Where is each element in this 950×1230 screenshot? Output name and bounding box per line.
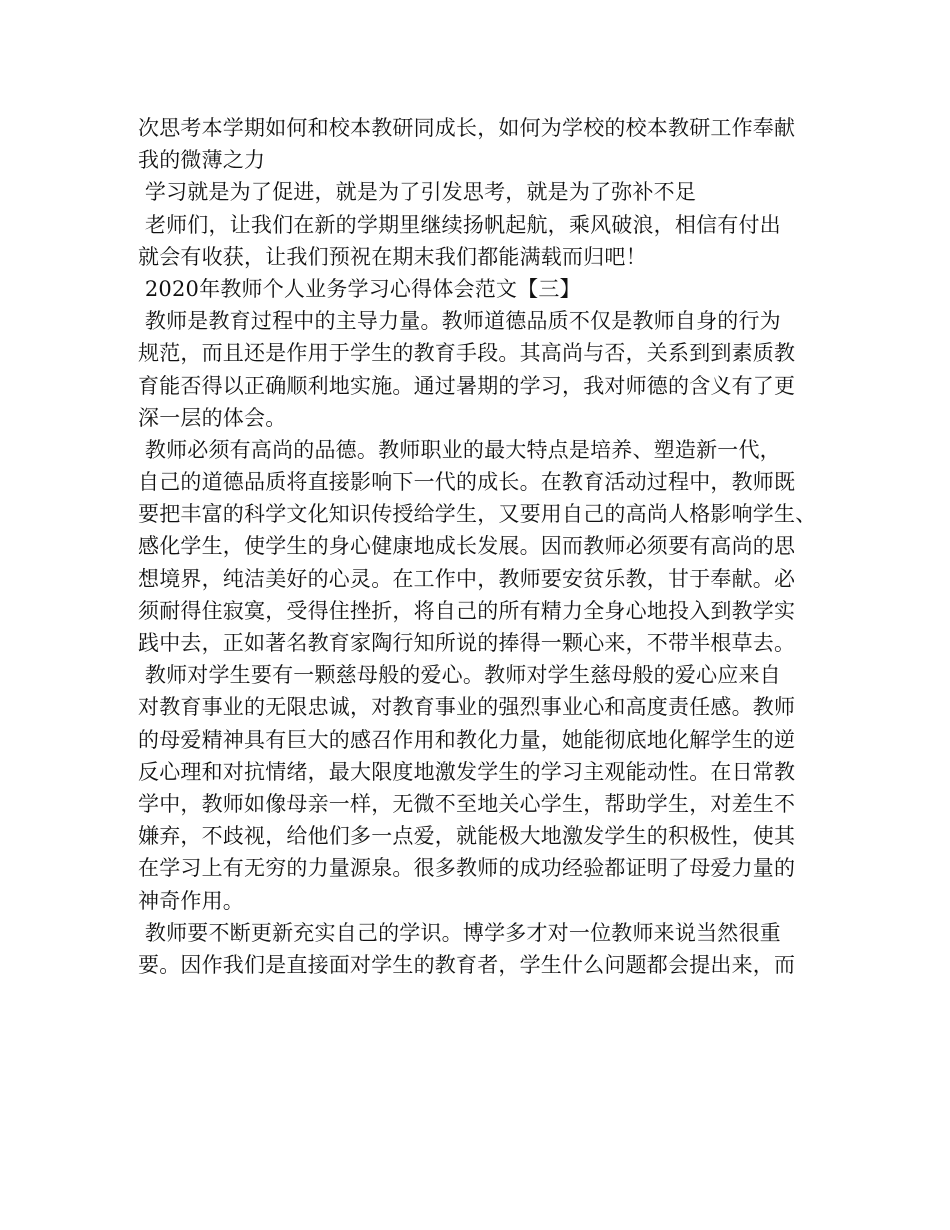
text-line: 嫌弃，不歧视，给他们多一点爱，就能极大地激发学生的积极性，使其 [138,824,796,849]
text-line: 教师要不断更新充实自己的学识。博学多才对一位教师来说当然很重 [138,920,781,945]
text-line: 教师必须有高尚的品德。教师职业的最大特点是培养、塑造新一代， [138,437,781,462]
text-line: 教师是教育过程中的主导力量。教师道德品质不仅是教师自身的行为 [138,309,781,334]
text-line: 老师们，让我们在新的学期里继续扬帆起航，乘风破浪，相信有付出 [138,212,781,237]
text-line: 次思考本学期如何和校本教研同成长，如何为学校的校本教研工作奉献 [138,116,796,140]
text-line: 就会有收获，让我们预祝在期末我们都能满载而归吧！ [138,244,647,269]
text-line: 感化学生，使学生的身心健康地成长发展。因而教师必须要有高尚的思 [138,534,796,559]
text-line: 教师对学生要有一颗慈母般的爱心。教师对学生慈母般的爱心应来自 [138,663,781,688]
text-line: 对教育事业的无限忠诚，对教育事业的强烈事业心和高度责任感。教师 [138,695,796,720]
text-line: 在学习上有无穷的力量源泉。很多教师的成功经验都证明了母爱力量的 [138,856,796,881]
text-line: 反心理和对抗情绪，最大限度地激发学生的学习主观能动性。在日常教 [138,759,796,784]
section-heading: 2020年教师个人业务学习心得体会范文【三】 [138,276,581,301]
text-line: 要。因作我们是直接面对学生的教育者，学生什么问题都会提出来，而 [138,952,796,977]
text-line: 学中，教师如像母亲一样，无微不至地关心学生，帮助学生，对差生不 [138,791,796,816]
text-line: 育能否得以正确顺利地实施。通过暑期的学习，我对师德的含义有了更 [138,373,796,398]
text-line: 的母爱精神具有巨大的感召作用和教化力量，她能彻底地化解学生的逆 [138,727,796,752]
text-line: 须耐得住寂寞，受得住挫折，将自己的所有精力全身心地投入到教学实 [138,598,796,623]
text-line: 我的微薄之力 [138,148,266,173]
text-line: 自己的道德品质将直接影响下一代的成长。在教育活动过程中，教师既 [138,470,796,495]
text-line: 神奇作用。 [138,888,244,913]
text-line: 学习就是为了促进，就是为了引发思考，就是为了弥补不足 [138,180,697,205]
text-line: 规范，而且还是作用于学生的教育手段。其高尚与否，关系到到素质教 [138,341,796,366]
document-body [138,112,817,981]
text-line: 深一层的体会。 [138,405,287,430]
text-line: 要把丰富的科学文化知识传授给学生，又要用自己的高尚人格影响学生、 [138,502,817,527]
text-line: 践中去，正如著名教育家陶行知所说的捧得一颗心来，不带半根草去。 [138,631,796,655]
text-line: 想境界，纯洁美好的心灵。在工作中，教师要安贫乐教，甘于奉献。必 [138,566,796,591]
